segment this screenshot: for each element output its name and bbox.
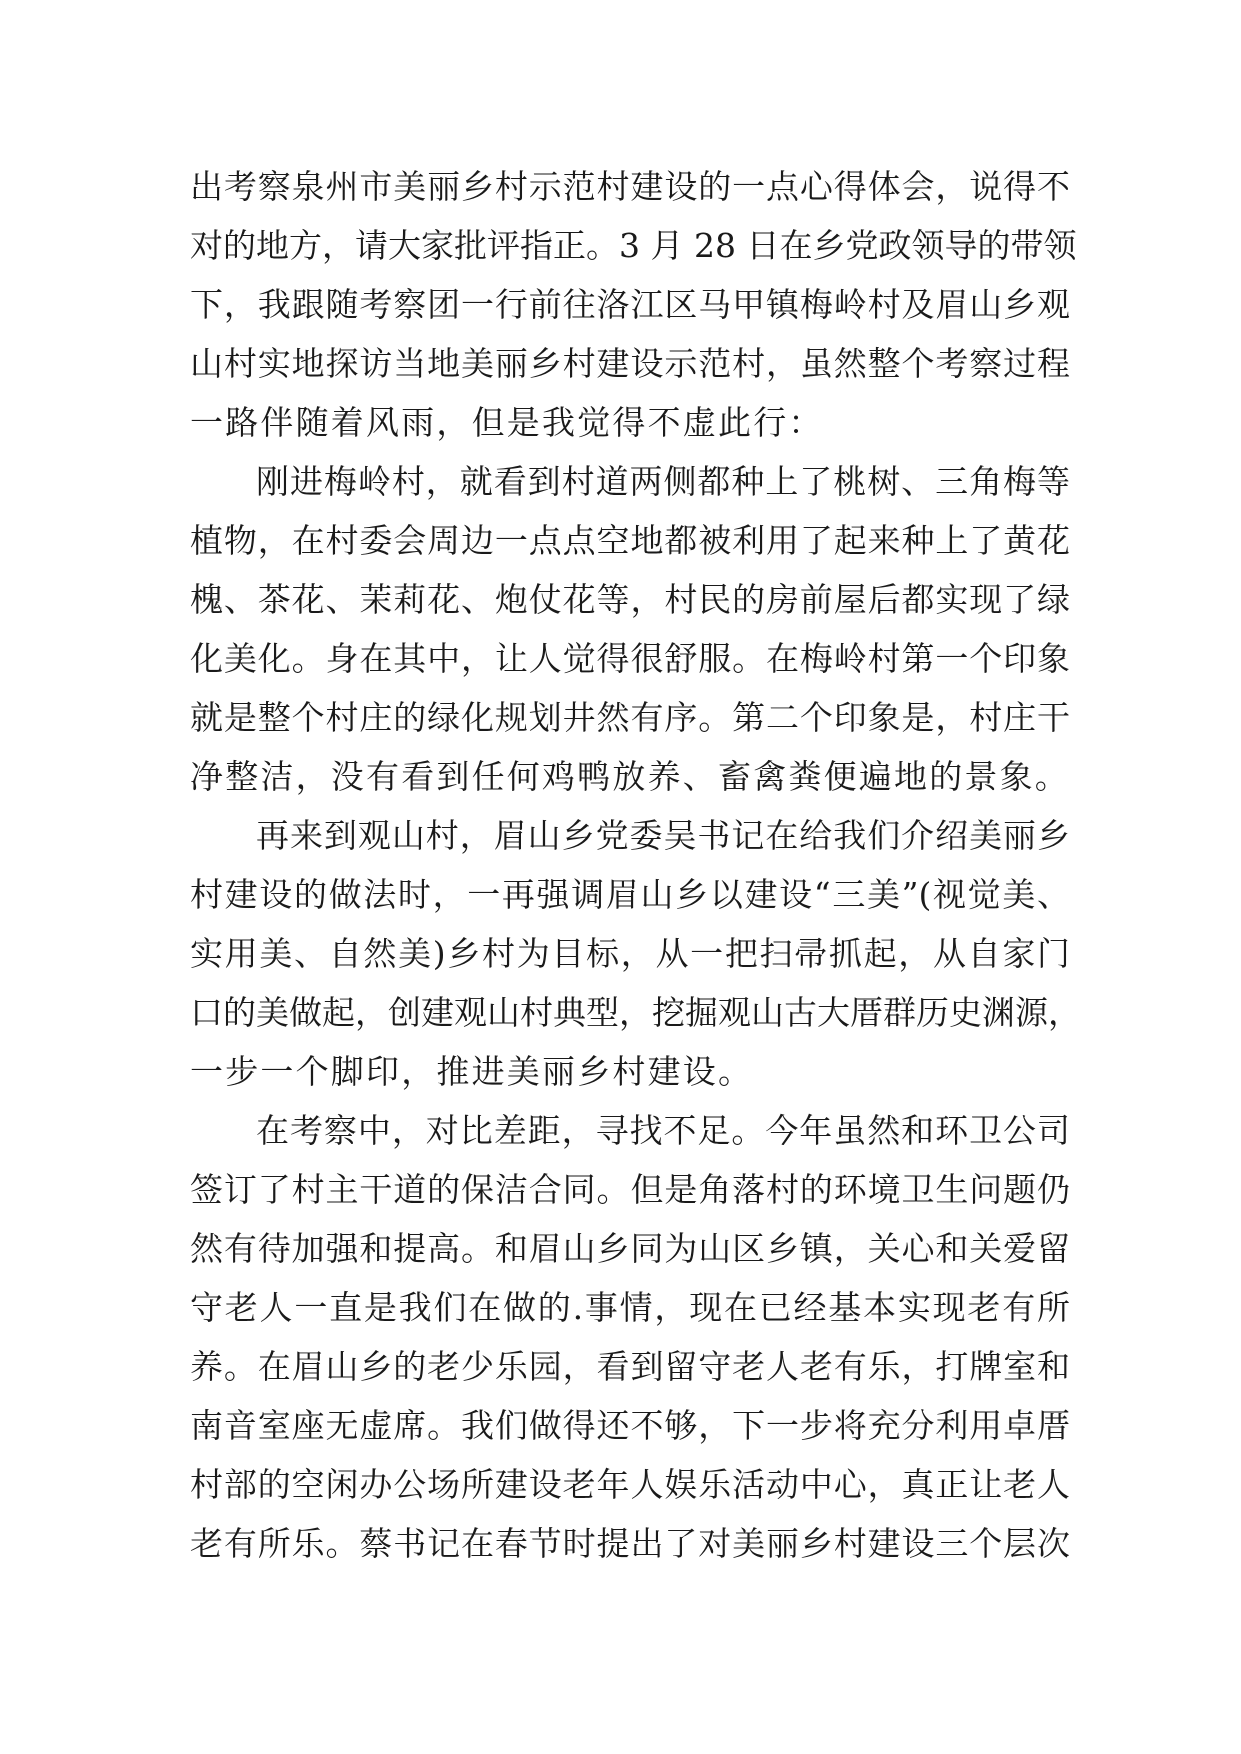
paragraph-first-line: 再来到观山村，眉山乡党委吴书记在给我们介绍美丽乡 [256,816,1070,855]
paragraph-first-line: 在考察中，对比差距，寻找不足。今年虽然和环卫公司 [256,1111,1070,1150]
text-line: 山村实地探访当地美丽乡村建设示范村，虽然整个考察过程 [190,344,1070,383]
text-line: 签订了村主干道的保洁合同。但是角落村的环境卫生问题仍 [190,1170,1070,1209]
text-line: 出考察泉州市美丽乡村示范村建设的一点心得体会，说得不 [190,167,1070,206]
text-line: 口的美做起，创建观山村典型，挖掘观山古大厝群历史渊源， [190,993,1081,1032]
text-line: 养。在眉山乡的老少乐园，看到留守老人老有乐，打牌室和 [190,1347,1070,1386]
text-line: 一步一个脚印，推进美丽乡村建设。 [190,1052,754,1091]
text-line: 一路伴随着风雨，但是我觉得不虚此行： [190,403,824,442]
paragraph-first-line: 刚进梅岭村，就看到村道两侧都种上了桃树、三角梅等 [256,462,1070,501]
text-line: 老有所乐。蔡书记在春节时提出了对美丽乡村建设三个层次 [190,1524,1070,1563]
text-line: 植物，在村委会周边一点点空地都被利用了起来种上了黄花 [190,521,1070,560]
text-line: 就是整个村庄的绿化规划井然有序。第二个印象是，村庄干 [190,698,1070,737]
text-line: 槐、茶花、茉莉花、炮仗花等，村民的房前屋后都实现了绿 [190,580,1070,619]
text-line: 净整洁，没有看到任何鸡鸭放养、畜禽粪便遍地的景象。 [190,757,1070,796]
text-line: 下，我跟随考察团一行前往洛江区马甲镇梅岭村及眉山乡观 [190,285,1070,324]
text-line: 实用美、自然美)乡村为目标，从一把扫帚抓起，从自家门 [190,934,1070,973]
text-line: 村建设的做法时，一再强调眉山乡以建设“三美”(视觉美、 [190,875,1070,914]
text-line: 然有待加强和提高。和眉山乡同为山区乡镇，关心和关爱留 [190,1229,1070,1268]
text-line: 村部的空闲办公场所建设老年人娱乐活动中心，真正让老人 [190,1465,1070,1504]
text-line: 守老人一直是我们在做的.事情，现在已经基本实现老有所 [190,1288,1070,1327]
body-text [190,157,1081,1573]
text-line: 南音室座无虚席。我们做得还不够，下一步将充分利用卓厝 [190,1406,1070,1445]
text-line: 对的地方，请大家批评指正。3 月 28 日在乡党政领导的带领 [190,226,1077,265]
text-line: 化美化。身在其中，让人觉得很舒服。在梅岭村第一个印象 [190,639,1070,678]
